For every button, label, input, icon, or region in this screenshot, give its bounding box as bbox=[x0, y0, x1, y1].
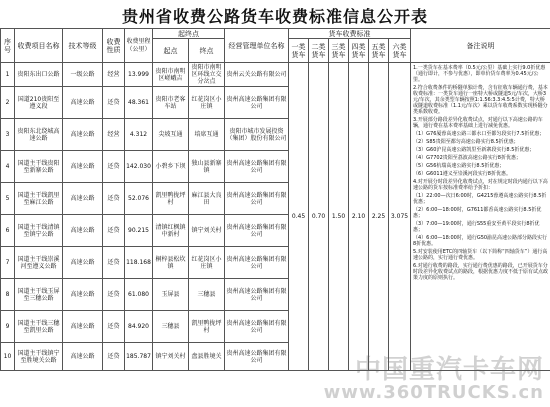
row-mileage: 118.168 bbox=[125, 247, 153, 279]
row-nature: 还贷 bbox=[103, 87, 125, 119]
note-line: 5.对安装使用ETC的四轴货车（以下简称“四轴货车”）通行高速公路的，实行通行费优惠。 bbox=[413, 249, 548, 261]
row-operator: 贵州高速公路集团有限公司 bbox=[225, 247, 289, 279]
row-end: 培席互通 bbox=[189, 119, 225, 151]
header-class-6: 六类货车 bbox=[389, 39, 411, 63]
row-seq: 7 bbox=[1, 247, 15, 279]
row-name: 贵阳东北绕城高速公路 bbox=[15, 119, 63, 151]
row-grade: 高速公路 bbox=[63, 343, 103, 371]
row-end: 贵阳市南明区环线立交分岔点 bbox=[189, 63, 225, 87]
fee-class-4: 2.10 bbox=[349, 63, 369, 371]
row-nature: 还贷 bbox=[103, 311, 125, 343]
row-end: 三穗县 bbox=[189, 279, 225, 311]
row-operator: 贵州高速公路集团有限公司 bbox=[225, 183, 289, 215]
row-start: 玉屏县 bbox=[153, 279, 189, 311]
row-grade: 高速公路 bbox=[63, 215, 103, 247]
header-class-2: 二类货车 bbox=[309, 39, 329, 63]
note-line: 6.对通行收费的路段，实行通行费优惠的路段，已开展货车分时段差异化收费试点的路段，根据优惠力度不低于原有试点政策力度的原则执行。 bbox=[413, 263, 549, 281]
row-operator: 贵州高速公路集团有限公司 bbox=[225, 215, 289, 247]
row-mileage: 61.080 bbox=[125, 279, 153, 311]
row-grade: 高速公路 bbox=[63, 119, 103, 151]
row-grade: 高速公路 bbox=[63, 311, 103, 343]
row-nature: 还贷 bbox=[103, 247, 125, 279]
row-nature: 还贷 bbox=[103, 279, 125, 311]
fee-class-1: 0.45 bbox=[289, 63, 309, 371]
row-nature: 还贷 bbox=[103, 343, 125, 371]
row-mileage: 90.215 bbox=[125, 215, 153, 247]
row-end: 麻江县大良田 bbox=[189, 183, 225, 215]
header-start: 起点 bbox=[153, 39, 189, 63]
row-operator: 贵阳市城市发展投资（集团）股份有限公司 bbox=[225, 119, 289, 151]
row-seq: 8 bbox=[1, 279, 15, 311]
table-row bbox=[1, 63, 550, 87]
note-line: （4）G7702贵阳至荔波高速公路实行8折优惠； bbox=[413, 155, 521, 161]
note-line: （4）6:00—18:00时，通行G50渝昆高速公路部分路段实行8折优惠。 bbox=[413, 235, 548, 247]
row-end: 凯里鸭拢坪村 bbox=[189, 311, 225, 343]
note-line: 3.开展部分路段差异化收费试点，对通行以下高速公路的车辆，通行费在基本费率基础上进行减免优惠。 bbox=[413, 117, 543, 129]
fee-class-6: 3.075 bbox=[389, 63, 411, 371]
row-end: 红花岗区小庄镇 bbox=[189, 87, 225, 119]
row-nature: 经营 bbox=[103, 119, 125, 151]
header-class-1: 一类货车 bbox=[289, 39, 309, 63]
row-start: 凯里鸭拢坪村 bbox=[153, 183, 189, 215]
header-mileage: 收费里程（公里） bbox=[125, 29, 153, 63]
row-name: 国道主干线三穗至凯里公路 bbox=[15, 311, 63, 343]
header-name: 收费项目名称 bbox=[15, 29, 63, 63]
note-line: 1.一类货车在基本费率（0.5元/公里）基础上实行9.0折优惠（通行即计，不参与优惠），即单价货车费率为0.45元/公里。 bbox=[413, 65, 546, 83]
note-line: （2）6:00—18:00时，G7611都香高速公路实行8.5折优惠； bbox=[413, 207, 542, 219]
header-class-5: 五类货车 bbox=[369, 39, 389, 63]
header-fee-group: 货车收费标准 bbox=[289, 29, 411, 39]
note-line: （1）22:00—次日6:00时，G4215蓉遵高速公路实行8.5折优惠； bbox=[413, 193, 547, 205]
row-seq: 1 bbox=[1, 63, 15, 87]
row-name: 国道210贵阳至遵义段 bbox=[15, 87, 63, 119]
row-name: 国道主干线镇宁至胜境关公路 bbox=[15, 343, 63, 371]
header-endpoints: 起终点 bbox=[153, 29, 225, 39]
row-seq: 10 bbox=[1, 343, 15, 371]
row-grade: 高速公路 bbox=[63, 151, 103, 183]
row-seq: 5 bbox=[1, 183, 15, 215]
notes-cell bbox=[411, 63, 550, 371]
row-end: 独山县新寨镇 bbox=[189, 151, 225, 183]
page-title: 贵州省收费公路货车收费标准信息公开表 bbox=[121, 7, 428, 26]
row-start: 桐梓县松坎镇 bbox=[153, 247, 189, 279]
fee-class-5: 2.25 bbox=[369, 63, 389, 371]
row-mileage: 52.076 bbox=[125, 183, 153, 215]
row-grade: 高速公路 bbox=[63, 279, 103, 311]
row-nature: 还贷 bbox=[103, 215, 125, 247]
row-name: 国道主干线清镇至镇宁公路 bbox=[15, 215, 63, 247]
row-seq: 4 bbox=[1, 151, 15, 183]
header-grade: 技术等级 bbox=[63, 29, 103, 63]
row-end: 镇宁刘关村 bbox=[189, 215, 225, 247]
row-seq: 3 bbox=[1, 119, 15, 151]
row-nature: 经营 bbox=[103, 63, 125, 87]
row-start: 清镇红枫镇中新村 bbox=[153, 215, 189, 247]
note-line: （3）G60沪昆高速公路凯里至新寨段实行8.5折优惠； bbox=[413, 147, 535, 153]
header-class-4: 四类货车 bbox=[349, 39, 369, 63]
row-seq: 9 bbox=[1, 311, 15, 343]
row-mileage: 84.920 bbox=[125, 311, 153, 343]
note-line: （3）7:00—19:00时，通行S55重安至黄平段实行8折优惠； bbox=[413, 221, 540, 233]
row-operator: 贵州高速公路集团有限公司 bbox=[225, 87, 289, 119]
row-operator: 贵州高速公路集团有限公司 bbox=[225, 343, 289, 371]
header-class-3: 三类货车 bbox=[329, 39, 349, 63]
row-mileage: 185.787 bbox=[125, 343, 153, 371]
row-start: 三穗县 bbox=[153, 311, 189, 343]
header-note: 备注说明 bbox=[411, 29, 550, 63]
row-mileage: 4.312 bbox=[125, 119, 153, 151]
note-line: （2）S85贵阳至都匀高速公路实行8.5折优惠； bbox=[413, 139, 519, 145]
row-start: 尖坡互通 bbox=[153, 119, 189, 151]
row-operator: 贵州高速公路集团有限公司 bbox=[225, 279, 289, 311]
row-grade: 高速公路 bbox=[63, 183, 103, 215]
row-start: 贵阳市南明区嵯峨吉 bbox=[153, 63, 189, 87]
watermark-cn: 中国重汽卡车网 bbox=[354, 355, 544, 385]
row-name: 贵阳东出口公路 bbox=[15, 63, 63, 87]
row-mileage: 142.030 bbox=[125, 151, 153, 183]
note-line: （1）G76厦蓉高速公路三都水口至都匀段实行7.5折优惠； bbox=[413, 131, 545, 137]
row-operator: 贵州云关公路有限公司 bbox=[225, 63, 289, 87]
row-grade: 高速公路 bbox=[63, 247, 103, 279]
row-start: 贵阳市老客车站 bbox=[153, 87, 189, 119]
note-line: （6）G6011遵义至崇溪河段实行8折优惠。 bbox=[413, 171, 511, 177]
row-nature: 还贷 bbox=[103, 151, 125, 183]
fee-table-body bbox=[1, 63, 550, 371]
row-name: 国道主干线凯里至麻江公路 bbox=[15, 183, 63, 215]
row-seq: 6 bbox=[1, 215, 15, 247]
fee-table bbox=[0, 28, 550, 371]
row-operator: 贵州高速公路集团有限公司 bbox=[225, 151, 289, 183]
row-mileage: 13.999 bbox=[125, 63, 153, 87]
row-end: 盘县胜境关 bbox=[189, 343, 225, 371]
row-seq: 2 bbox=[1, 87, 15, 119]
row-grade: 高速公路 bbox=[63, 87, 103, 119]
row-operator: 贵州高速公路集团有限公司 bbox=[225, 311, 289, 343]
row-start: 小碧乡下坝 bbox=[153, 151, 189, 183]
row-name: 国道主干线玉屏至三穗公路 bbox=[15, 279, 63, 311]
header-end: 终点 bbox=[189, 39, 225, 63]
note-line: 4.对开展分时段差异化收费试点，对在规定时段内通行以下高速公路的货车按标准费率给予折扣： bbox=[413, 179, 548, 191]
header-operator: 经营管理单位名称 bbox=[225, 29, 289, 63]
row-end: 红花岗区小庄镇 bbox=[189, 247, 225, 279]
header-nature: 收费性质 bbox=[103, 29, 125, 63]
header-seq: 序号 bbox=[1, 29, 15, 63]
row-name: 国道主干线贵阳至新寨公路 bbox=[15, 151, 63, 183]
note-line: （5）G56杭瑞高速公路实行8.5折优惠； bbox=[413, 163, 505, 169]
row-grade: 一级公路 bbox=[63, 63, 103, 87]
row-mileage: 48.361 bbox=[125, 87, 153, 119]
row-name: 国道主干线崇溪河至遵义公路 bbox=[15, 247, 63, 279]
row-nature: 还贷 bbox=[103, 183, 125, 215]
fee-class-2: 0.70 bbox=[309, 63, 329, 371]
note-line: 2.符合收费条件的桥隧单独计费，含有征收车辆通行费，基本收费标准：一类货车通行一座特大桥或隧道5元/车次，大桥3元/车次，其余类型车辆按照1:1.56:3.3:4.5:5计费，特大桥或隧道收费标准（1.1元/车次）乘以货车收费系数实现桥隧分类系数收费。 bbox=[413, 85, 548, 115]
fee-class-3: 1.50 bbox=[329, 63, 349, 371]
row-start: 镇宁刘关村 bbox=[153, 343, 189, 371]
watermark-en: www.360TRUCKS.cn bbox=[323, 382, 544, 403]
